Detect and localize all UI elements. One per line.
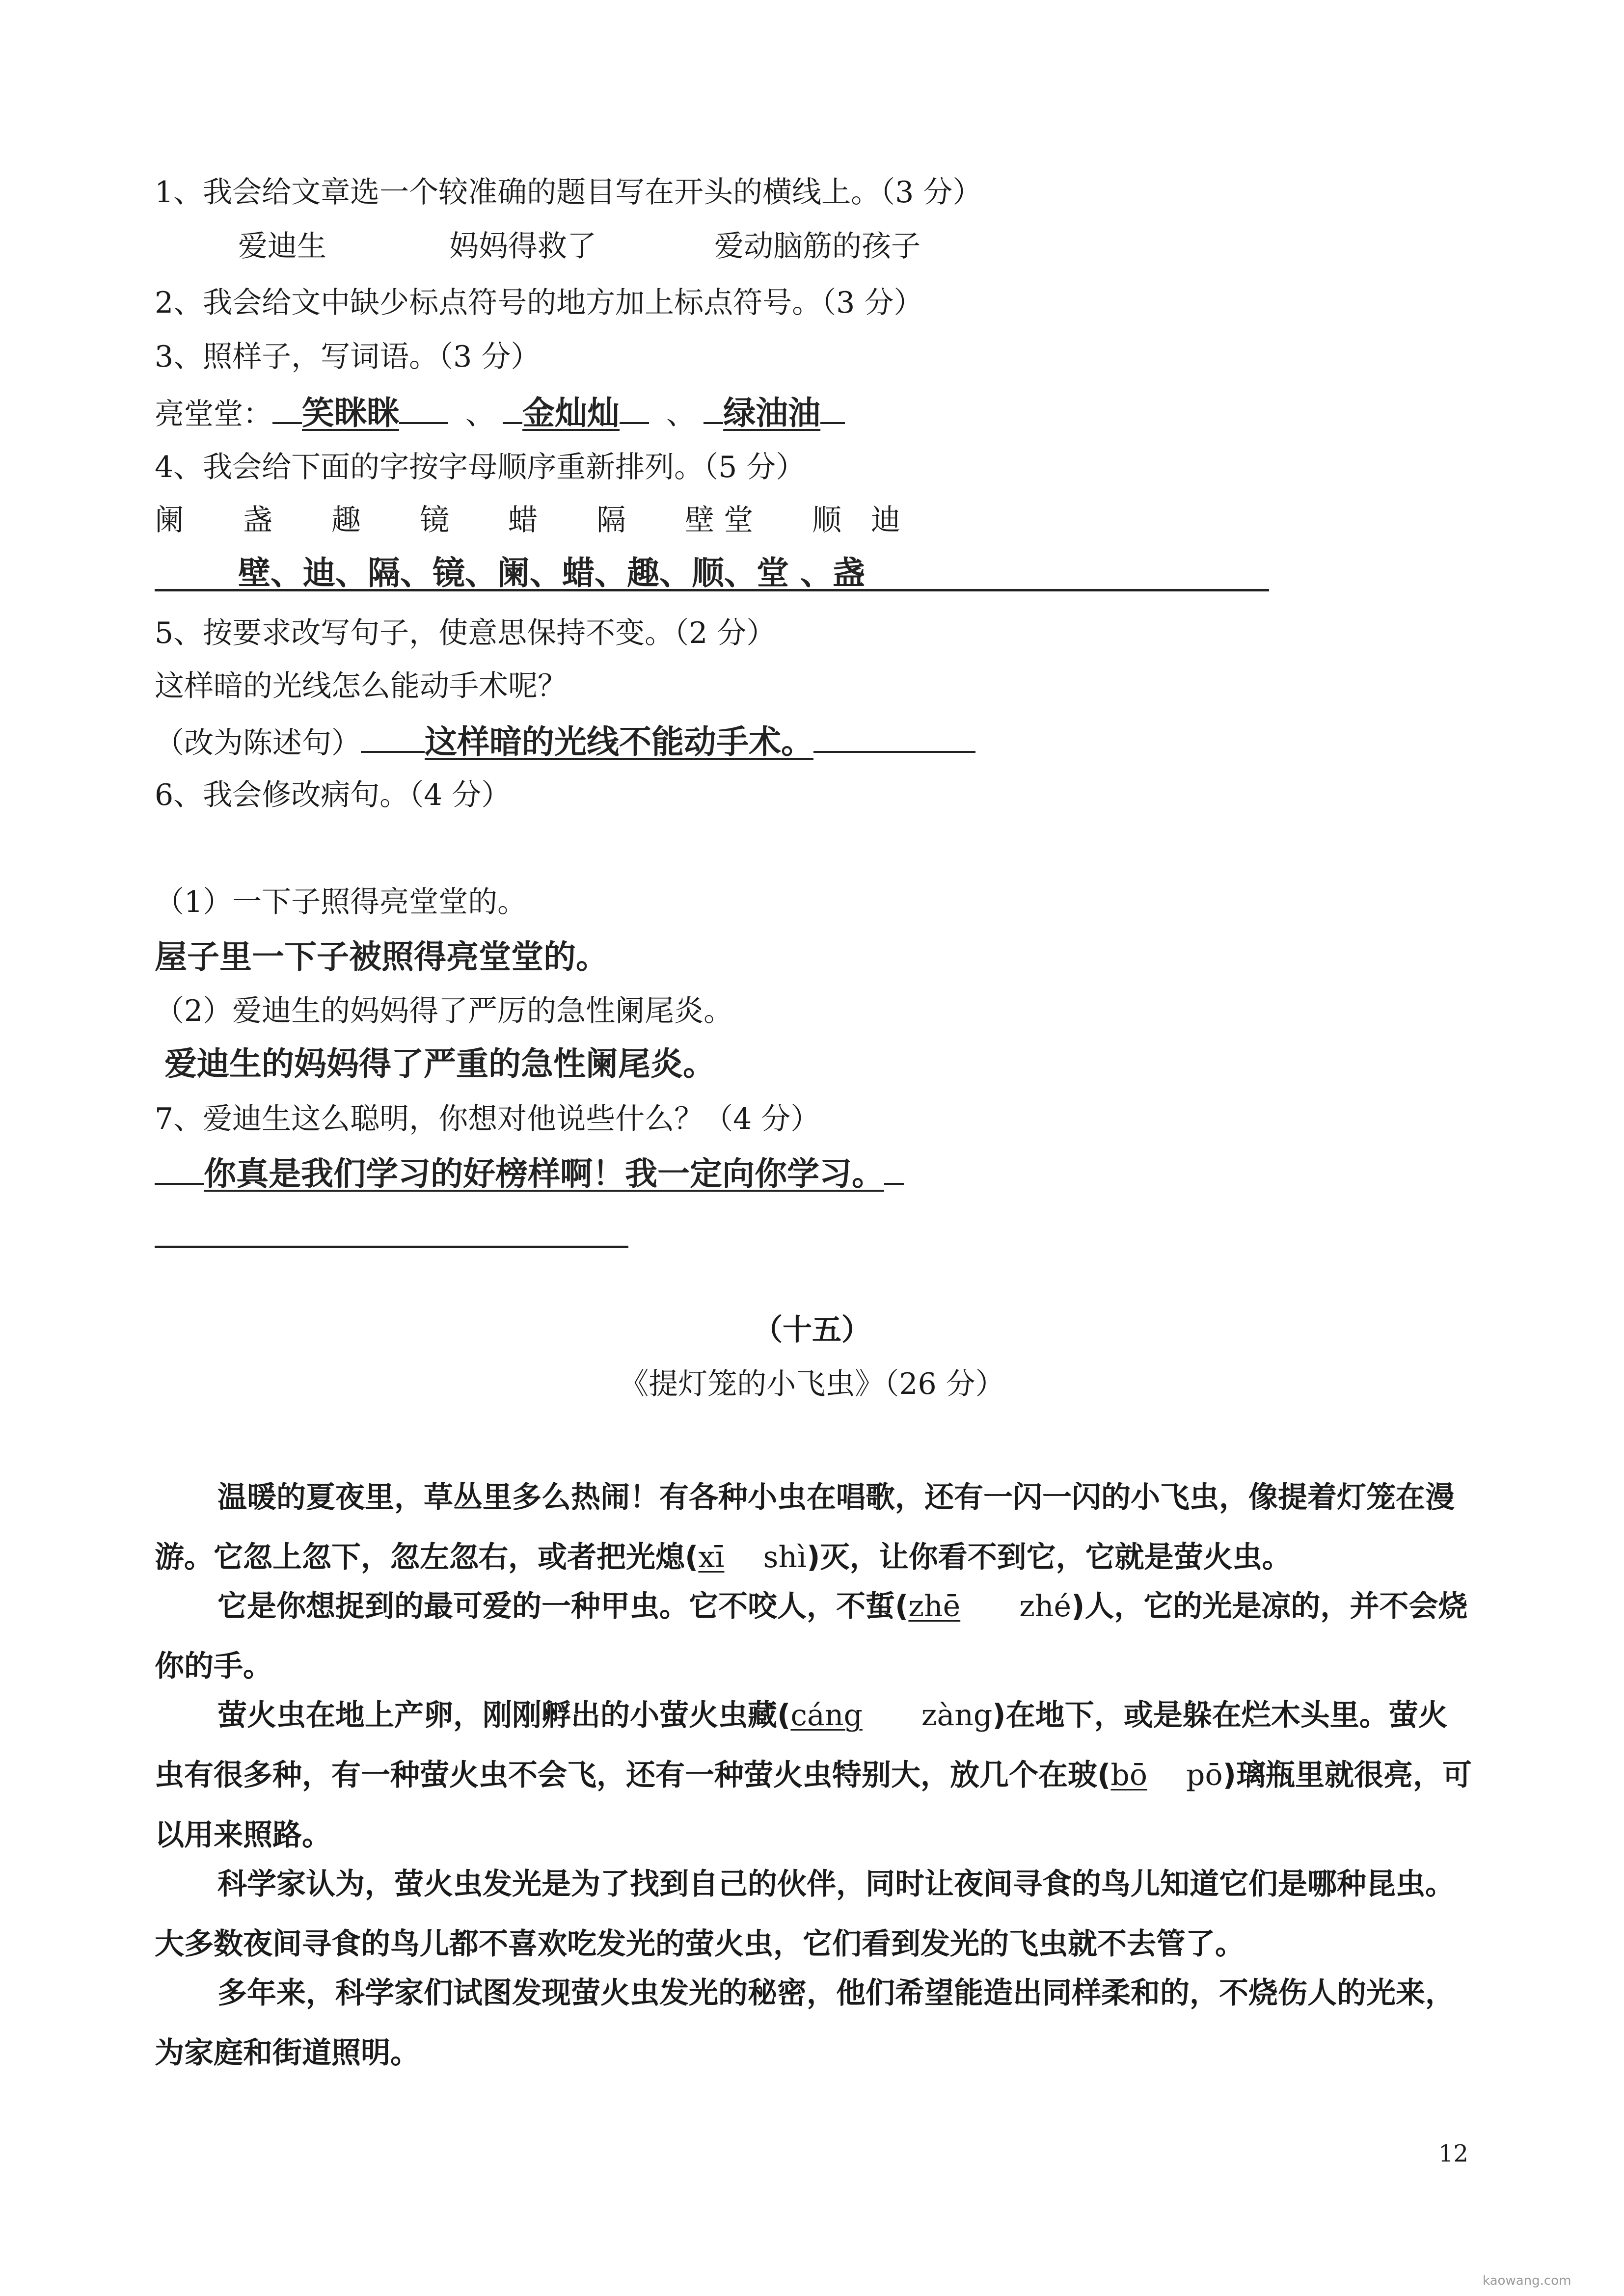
- question-4: 4、我会给下面的字按字母顺序重新排列。（5 分）: [155, 450, 806, 484]
- pinyin-option: xī: [698, 1540, 725, 1575]
- q5-hint: （改为陈述句）: [155, 726, 361, 760]
- question-3: 3、照样子，写词语。（3 分）: [155, 340, 541, 374]
- blank: [884, 1153, 904, 1185]
- q4-characters: 阑 盏 趣 镜 蜡 隔 壁 堂 顺 迪: [155, 503, 901, 537]
- answer-word-2: 金灿灿: [522, 394, 620, 432]
- section-title: 《提灯笼的小飞虫》（26 分）: [619, 1367, 1005, 1401]
- q7-answer-line: [155, 1153, 904, 1195]
- question-7: 7、爱迪生这么聪明，你想对他说些什么？（4 分）: [155, 1102, 820, 1136]
- q3-answer-line: [155, 393, 845, 434]
- question-6: 6、我会修改病句。（4 分）: [155, 778, 511, 812]
- blank: [704, 393, 723, 424]
- q6-answer-2: 爱迪生的妈妈得了严重的急性阑尾炎。: [164, 1045, 715, 1083]
- question-5: 5、按要求改写句子，使意思保持不变。（2 分）: [155, 616, 776, 650]
- passage-paragraph-4: 科学家认为，萤火虫发光是为了找到自己的伙伴，同时让夜间寻食的鸟儿知道它们是哪种昆虫。大多数夜间寻食的鸟儿都不喜欢吃发光的萤火虫，它们看到发光的飞虫就不去管了。: [155, 1867, 1455, 1961]
- q4-answer: 壁、迪、隔、镜、阑、蜡、趣、顺、堂 、盏: [238, 554, 865, 592]
- passage-paragraph-5: 多年来，科学家们试图发现萤火虫发光的秘密，他们希望能造出同样柔和的，不烧伤人的光来，为家庭和街道照明。: [155, 1976, 1455, 2070]
- answer-line: [155, 589, 1269, 591]
- separator: 、: [666, 397, 696, 431]
- answer-word-3: 绿油油: [723, 394, 821, 432]
- separator: 、: [465, 397, 495, 431]
- blank: [813, 721, 975, 753]
- q5-answer: 这样暗的光线不能动手术。: [425, 723, 813, 761]
- q6-item-1: （1）一下子照得亮堂堂的。: [155, 885, 527, 919]
- q6-item-2: （2）爱迪生的妈妈得了严厉的急性阑尾炎。: [155, 994, 733, 1028]
- q6-answer-1: 屋子里一下子被照得亮堂堂的。: [155, 938, 608, 976]
- blank: [272, 393, 302, 424]
- blank: [820, 393, 845, 424]
- passage-paragraph-2: [155, 1576, 1475, 1696]
- p1-text-b: )灭，让你看不到它，它就是萤火虫。: [807, 1540, 1292, 1575]
- passage-paragraph-3: [155, 1685, 1475, 1865]
- p3-text-b: )在地下，或是躲在烂木头里。萤火虫有很多种，有一种萤火虫不会飞，还有一种萤火虫特别大，放几个在玻(: [155, 1698, 1448, 1792]
- q3-prefix: 亮堂堂：: [155, 397, 272, 431]
- q5-answer-line: [155, 721, 975, 763]
- section-number: （十五）: [753, 1313, 871, 1347]
- p3-text-c: )璃瓶里就很亮，可以用来照路。: [155, 1758, 1472, 1852]
- option-3: 爱动脑筋的孩子: [714, 229, 920, 264]
- option-2: 妈妈得救了: [449, 229, 596, 264]
- blank: [503, 393, 522, 424]
- option-1: 爱迪生: [238, 229, 326, 264]
- p2-text-a: 它是你想捉到的最可爱的一种甲虫。它不咬人，不蜇(: [217, 1589, 909, 1624]
- q5-sentence: 这样暗的光线怎么能动手术呢？: [155, 669, 567, 703]
- watermark: kaowang.com: [1483, 2273, 1571, 2288]
- pinyin-option: cáng: [790, 1698, 863, 1733]
- blank: [620, 393, 649, 424]
- p2-text-b: )人，它的光是凉的，并不会烧你的手。: [155, 1589, 1468, 1683]
- question-1: 1、我会给文章选一个较准确的题目写在开头的横线上。（3 分）: [155, 175, 982, 210]
- pinyin-option: zhé: [1019, 1589, 1071, 1624]
- passage-paragraph-1: [155, 1468, 1475, 1587]
- blank: [361, 721, 425, 753]
- blank: [155, 1153, 204, 1185]
- page-number: 12: [1438, 2140, 1469, 2167]
- pinyin-option: shì: [763, 1540, 807, 1575]
- p3-text-a: 萤火虫在地上产卵，刚刚孵出的小萤火虫藏(: [217, 1698, 791, 1733]
- answer-line: [155, 1246, 628, 1248]
- pinyin-option: zhē: [908, 1589, 961, 1624]
- q7-answer: 你真是我们学习的好榜样啊！我一定向你学习。: [204, 1155, 884, 1193]
- pinyin-option: bō: [1110, 1758, 1147, 1792]
- pinyin-option: pō: [1186, 1758, 1223, 1792]
- answer-word-1: 笑眯眯: [302, 394, 399, 432]
- pinyin-option: zàng: [921, 1698, 993, 1733]
- question-2: 2、我会给文中缺少标点符号的地方加上标点符号。（3 分）: [155, 286, 923, 320]
- p1-text-a: 温暖的夏夜里，草丛里多么热闹！有各种小虫在唱歌，还有一闪一闪的小飞虫，像提着灯笼在漫游。它忽上忽下，忽左忽右，或者把光熄(: [155, 1480, 1455, 1575]
- blank: [399, 393, 448, 424]
